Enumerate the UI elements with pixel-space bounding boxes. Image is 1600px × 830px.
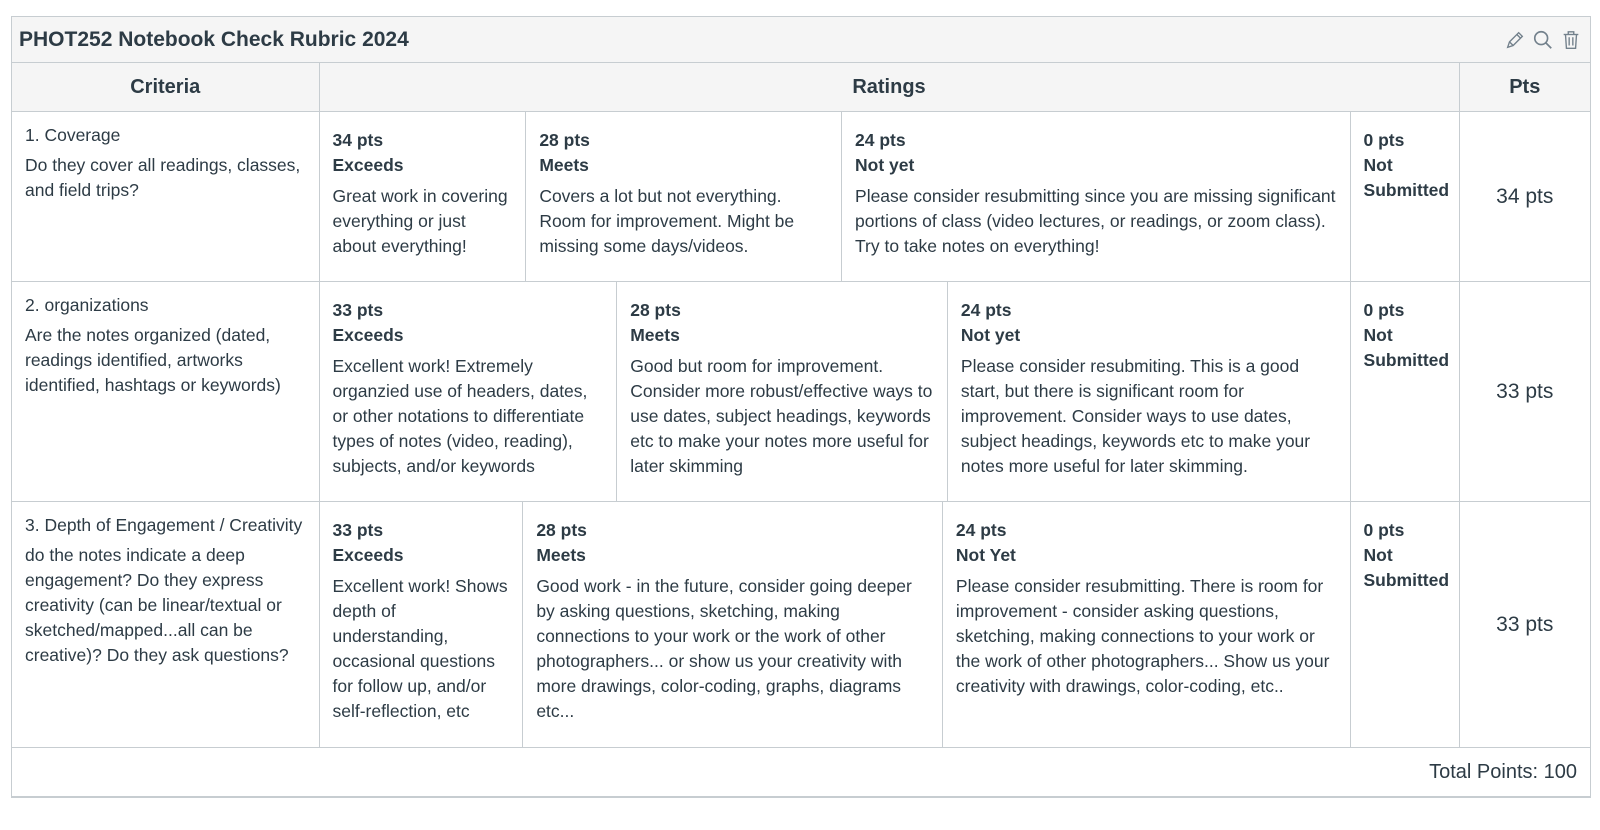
criterion-description: Are the notes organized (dated, readings identified, artworks identified, hashtags or keywords) bbox=[25, 325, 281, 395]
pencil-icon[interactable] bbox=[1503, 28, 1527, 52]
rating-title: Exceeds bbox=[332, 325, 404, 345]
rating-points: 0 pts bbox=[1363, 300, 1405, 320]
rating-description: Good but room for improvement. Consider more robust/effective ways to use dates, subject headings, keywords etc to make your notes more useful for later skimming bbox=[630, 356, 933, 476]
rating-points: 33 pts bbox=[332, 300, 384, 320]
rubric-tools bbox=[1503, 28, 1583, 52]
ratings-cell bbox=[319, 112, 1459, 282]
rating-title: Exceeds bbox=[332, 545, 404, 565]
rating-title: Not Submitted bbox=[1363, 325, 1450, 370]
rating-title: Not yet bbox=[855, 155, 915, 175]
criterion-cell bbox=[12, 502, 319, 748]
criterion-points: 34 pts bbox=[1459, 112, 1590, 282]
rating-description: Please consider resubmitting. There is room for improvement - consider asking questions, sketching, making connections to your work or the work of other photographers... Show us your creativity with drawings, color-coding, etc.. bbox=[955, 576, 1330, 696]
rating-title: Not Submitted bbox=[1363, 545, 1450, 590]
rating-points: 24 pts bbox=[955, 520, 1007, 540]
rating-tier bbox=[1351, 112, 1459, 281]
rating-points: 0 pts bbox=[1363, 130, 1405, 150]
rating-tier bbox=[1351, 502, 1459, 747]
header-pts: Pts bbox=[1459, 63, 1590, 112]
rating-description: Great work in covering everything or just about everything! bbox=[332, 186, 508, 256]
rating-description: Covers a lot but not everything. Room for improvement. Might be missing some days/videos. bbox=[539, 186, 795, 256]
rating-description: Good work - in the future, consider going deeper by asking questions, sketching, making connections to your work or the work of other photographers... or show us your creativity with more drawings, color-coding, graphs, diagrams etc... bbox=[536, 576, 912, 721]
criterion-points: 33 pts bbox=[1459, 282, 1590, 502]
criterion-row bbox=[12, 282, 1590, 502]
rating-points: 24 pts bbox=[855, 130, 906, 150]
criterion-cell bbox=[12, 282, 319, 502]
rating-tier bbox=[320, 282, 618, 501]
header-criteria: Criteria bbox=[12, 63, 319, 112]
rating-title: Meets bbox=[539, 155, 589, 175]
rating-points: 34 pts bbox=[332, 130, 384, 150]
rating-title: Not Submitted bbox=[1363, 155, 1450, 200]
search-icon[interactable] bbox=[1531, 28, 1555, 52]
rating-title: Meets bbox=[630, 325, 680, 345]
criterion-name: 3. Depth of Engagement / Creativity bbox=[25, 515, 303, 535]
total-row bbox=[12, 748, 1590, 797]
rating-tier bbox=[948, 282, 1351, 501]
rating-tier bbox=[526, 112, 842, 281]
rating-tier bbox=[320, 112, 527, 281]
rating-tier bbox=[943, 502, 1351, 747]
rating-description: Excellent work! Shows depth of understanding, occasional questions for follow up, and/or self-reflection, etc bbox=[332, 576, 508, 721]
rubric bbox=[11, 16, 1591, 798]
rating-tier bbox=[320, 502, 524, 747]
header-ratings: Ratings bbox=[319, 63, 1459, 112]
rating-points: 28 pts bbox=[539, 130, 590, 150]
rating-points: 28 pts bbox=[630, 300, 681, 320]
criterion-row bbox=[12, 112, 1590, 282]
ratings-cell bbox=[319, 282, 1459, 502]
header-row bbox=[12, 63, 1590, 112]
rating-points: 28 pts bbox=[536, 520, 587, 540]
rubric-title: PHOT252 Notebook Check Rubric 2024 bbox=[19, 27, 409, 51]
criterion-description: do the notes indicate a deep engagement? Do they express creativity (can be linear/textual or sketched/mapped...all can be creative)? Do they ask questions? bbox=[25, 545, 289, 665]
criterion-name: 2. organizations bbox=[25, 295, 149, 315]
rating-points: 0 pts bbox=[1363, 520, 1405, 540]
criterion-points: 33 pts bbox=[1459, 502, 1590, 748]
rubric-title-bar bbox=[12, 17, 1590, 63]
rating-points: 24 pts bbox=[960, 300, 1012, 320]
rating-title: Not yet bbox=[960, 325, 1021, 345]
rating-description: Please consider resubmiting. This is a good start, but there is significant room for improvement. Consider ways to use dates, subject headings, keywords etc to make your notes more useful for later skimming. bbox=[960, 356, 1311, 476]
rating-tier bbox=[523, 502, 943, 747]
criterion-row bbox=[12, 502, 1590, 748]
rating-tier bbox=[617, 282, 948, 501]
rating-description: Excellent work! Extremely organzied use of headers, dates, or other notations to differentiate types of notes (video, reading), subjects, and/or keywords bbox=[332, 356, 588, 476]
rubric-table bbox=[12, 63, 1590, 797]
total-points: Total Points: 100 bbox=[12, 748, 1590, 797]
rating-title: Meets bbox=[536, 545, 586, 565]
rating-title: Exceeds bbox=[332, 155, 404, 175]
rating-tier bbox=[1351, 282, 1459, 501]
rating-description: Please consider resubmitting since you are missing significant portions of class (video lectures, or readings, or zoom class). Try to take notes on everything! bbox=[855, 186, 1336, 256]
criterion-name: 1. Coverage bbox=[25, 125, 121, 145]
rating-points: 33 pts bbox=[332, 520, 384, 540]
trash-icon[interactable] bbox=[1559, 28, 1583, 52]
rating-tier bbox=[842, 112, 1351, 281]
rating-title: Not Yet bbox=[955, 545, 1016, 565]
criterion-description: Do they cover all readings, classes, and field trips? bbox=[25, 155, 301, 200]
ratings-cell bbox=[319, 502, 1459, 748]
criterion-cell bbox=[12, 112, 319, 282]
